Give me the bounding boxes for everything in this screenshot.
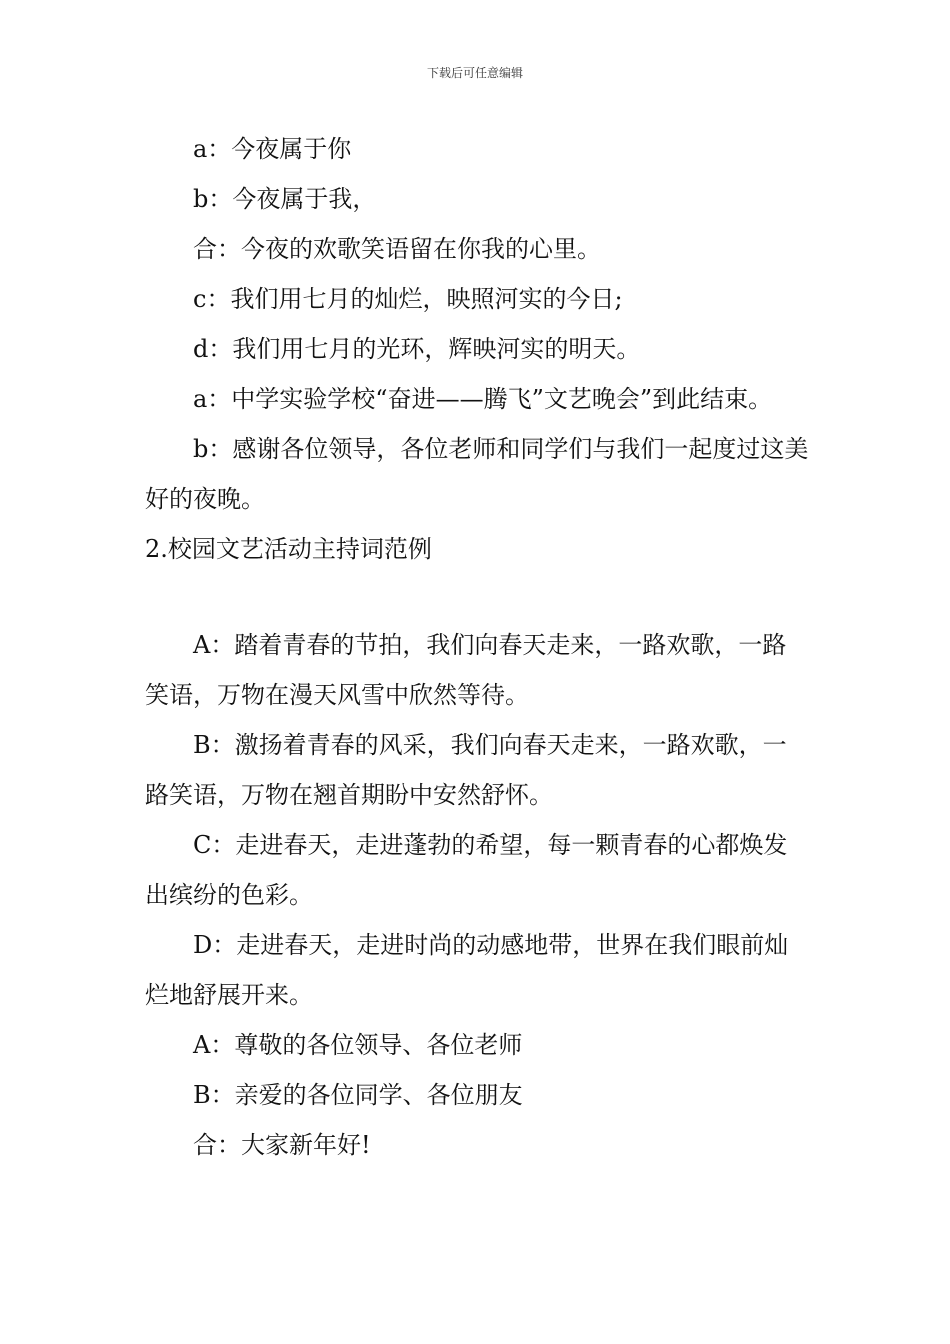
document-body (145, 124, 810, 1170)
paragraph: A：尊敬的各位领导、各位老师 (193, 1031, 523, 1059)
paragraph: 合：大家新年好! (193, 1131, 371, 1159)
paragraph: 合：今夜的欢歌笑语留在你我的心里。 (193, 235, 601, 263)
section-heading: 2.校园文艺活动主持词范例 (145, 535, 432, 563)
paragraph: b：今夜属于我， (193, 185, 377, 213)
paragraph: A：踏着青春的节拍，我们向春天走来，一路欢歌，一路笑语，万物在漫天风雪中欣然等待。 (145, 631, 787, 709)
paragraph: a：中学实验学校“奋进——腾飞”文艺晚会”到此结束。 (193, 385, 773, 413)
paragraph: B：亲爱的各位同学、各位朋友 (193, 1081, 523, 1109)
paragraph: d：我们用七月的光环，辉映河实的明天。 (193, 335, 641, 363)
spacer (145, 574, 810, 620)
paragraph: D：走进春天，走进时尚的动感地带，世界在我们眼前灿烂地舒展开来。 (145, 931, 789, 1009)
paragraph: c：我们用七月的灿烂，映照河实的今日; (193, 285, 623, 313)
paragraph: b：感谢各位领导，各位老师和同学们与我们一起度过这美好的夜晚。 (145, 435, 809, 513)
paragraph: B：激扬着青春的风采，我们向春天走来，一路欢歌，一路笑语，万物在翘首期盼中安然舒怀。 (145, 731, 787, 809)
page-header: 下载后可任意编辑 (426, 66, 523, 80)
paragraph: C：走进春天，走进蓬勃的希望，每一颗青春的心都焕发出缤纷的色彩。 (145, 831, 788, 909)
paragraph: a：今夜属于你 (193, 135, 352, 163)
